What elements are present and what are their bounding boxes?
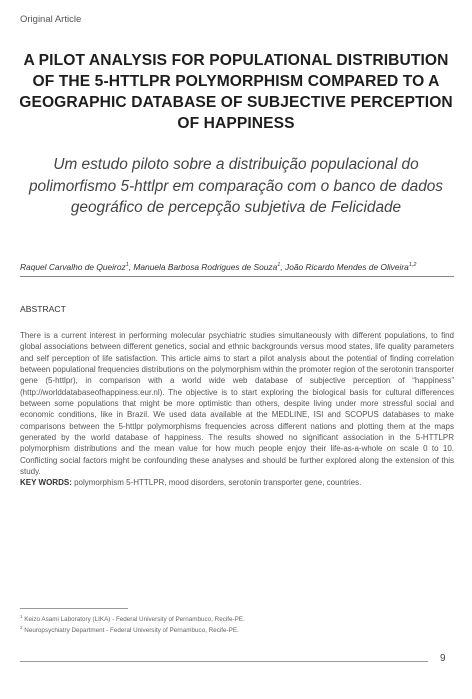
author-separator: , [128,262,134,272]
author-name: João Ricardo Mendes de Oliveira [285,262,409,272]
abstract-section [20,330,454,489]
page-number: 9 [440,653,446,664]
english-title: A PILOT ANALYSIS FOR POPULATIONAL DISTRIBUTION OF THE 5-HTTLPR POLYMORPHISM COMPARED TO A GEOGRAPHIC DATABASE OF SUBJECTIVE PERCEPTION OF HAPPINESS [19,52,453,132]
footnote-text: Neuropsychiatry Department - Federal University of Pernambuco, Recife-PE. [22,627,239,635]
footnote [20,614,245,623]
keywords-list: polymorphism 5-HTTLPR, mood disorders, serotonin transporter gene, countries. [71,478,362,488]
keywords-label: KEY WORDS: [20,478,72,488]
footnote [20,625,239,634]
author-affiliation-mark: 1 [277,262,281,269]
author-affiliation-mark: 1 [125,262,129,269]
author-divider [20,276,454,277]
portuguese-title: Um estudo piloto sobre a distribuição populacional do polimorfismo 5-httlpr em comparação com o banco de dados geográfico de percepção subjetiva de Felicidade [28,156,444,216]
footnote-mark: 2 [20,625,23,630]
abstract-text: There is a current interest in performing molecular psychiatric studies simultaneously with different populations, to find global associations between different genetics, social and ethnic backgrounds versus mood states, life quality parameters and self perception of life satisfaction. This article aims to start a pilot analysis about the potential of finding correlation between populational frequencies distributions on the polymorphism within the promoter region of the serotonin transporter gene (5-httlpr), in comparison with a world wide web database of subjective perception of “happiness” (http://worlddatabaseofhappiness.eur.nl). The objective is to start exploring the biological basis for cultural differences between some populations that might be more optimistic than others, despite living under more stressful social and economic conditions, like in Brazil. We used data available at the MEDLINE, ISI and SCOPUS databases to make comparisons between the 5-httlpr polymorphisms frequencies across different nations and plotting them at the maps generated by the world database of happiness. The results showed no significant association in the 5-HTTLPR polymorphism distributions and the mean value for how much people enjoy their life-as-a-whole on scale 0 to 10. Conflicting social factors might be confounding these analyses and should be further explored along the extension of this study. [20,331,454,477]
author-separator: , [280,262,285,272]
page-footer-rule [20,661,428,662]
footnote-mark: 1 [20,614,23,619]
footnote-divider [20,608,128,609]
author-name: Raquel Carvalho de Queiroz [20,262,126,272]
article-type-label: Original Article [20,14,82,25]
author-affiliation-mark: 1,2 [408,262,417,269]
author-name: Manuela Barbosa Rodrigues de Souza [133,262,278,272]
footnote-text: Keizo Asami Laboratory (LIKA) - Federal University of Pernambuco, Recife-PE. [22,616,245,624]
abstract-heading: ABSTRACT [20,304,66,314]
author-list [20,262,460,272]
keywords-line [20,477,454,488]
